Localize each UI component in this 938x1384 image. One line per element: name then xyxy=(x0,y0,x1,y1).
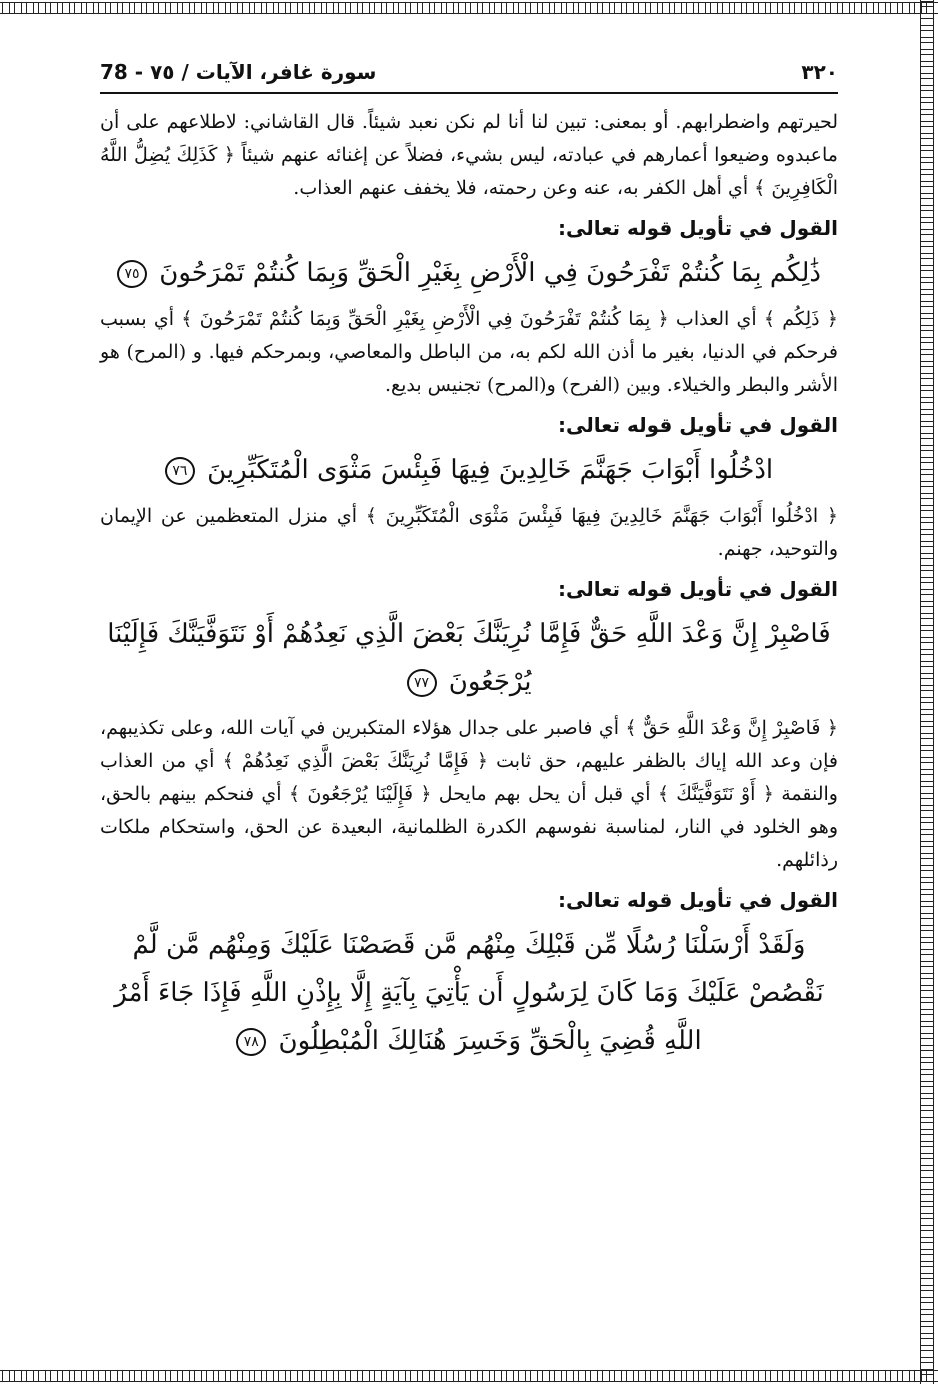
section-78 xyxy=(100,883,838,1065)
section-heading: القول في تأويل قوله تعالى: xyxy=(558,413,838,437)
commentary-paragraph: ﴿ فَاصْبِرْ إِنَّ وَعْدَ اللَّهِ حَقٌّ ﴾ أي فاصبر على جدال هؤلاء المتكبرين في آيات الله، وعلى تكذيبهم، فإن وعد الله إياك بالظفر عليهم، حق ثابت ﴿ فَإِمَّا نُرِيَنَّكَ بَعْضَ الَّذِي نَعِدُهُمْ ﴾ أي من العذاب والنقمة ﴿ أَوْ نَتَوَفَّيَنَّكَ ﴾ أي قبل أن يحل بهم مايحل ﴿ فَإِلَيْنَا يُرْجَعُونَ ﴾ أي فنحكم بينهم بالحق، وهو الخلود في النار، لمناسبة نفوسهم الكدرة الظلمانية، البعيدة عن الحق، واستحكام ملكات رذائلهم. xyxy=(100,717,838,871)
section-75 xyxy=(100,211,838,402)
page-header xyxy=(100,60,838,94)
page-number: ٣٢٠ xyxy=(801,60,838,84)
verse-number-marker: ٧٦ xyxy=(165,457,195,485)
verse-text: وَلَقَدْ أَرْسَلْنَا رُسُلًا مِّن قَبْلِكَ مِنْهُم مَّن قَصَصْنَا عَلَيْكَ وَمِنْهُم مَّن لَّمْ نَقْصُصْ عَلَيْكَ وَمَا كَانَ لِرَسُولٍ أَن يَأْتِيَ بِآيَةٍ إِلَّا بِإِذْنِ اللَّهِ فَإِذَا جَاءَ أَمْرُ اللَّهِ قُضِيَ بِالْحَقِّ وَخَسِرَ هُنَالِكَ الْمُبْطِلُونَ xyxy=(114,930,824,1056)
top-ornamental-border xyxy=(0,2,938,14)
page-content xyxy=(100,60,838,1071)
right-ornamental-border xyxy=(920,0,934,1384)
opening-paragraph: لحيرتهم واضطرابهم. أو بمعنى: تبين لنا أنا لم نكن نعبد شيئاً. قال القاشاني: لاطلاعهم على أن ماعبدوه وضيعوا أعمارهم في عبادته، ليس بشيء، فضلاً عن إغنائه عنهم شيئاً ﴿ كَذَلِكَ يُضِلُّ اللَّهُ الْكَافِرِينَ ﴾ أي أهل الكفر به، عنه وعن رحمته، فلا يخفف عنهم العذاب. xyxy=(100,111,838,199)
bottom-ornamental-border xyxy=(0,1370,938,1382)
verse-number-marker: ٧٨ xyxy=(236,1028,266,1056)
verse-text: ذَٰلِكُم بِمَا كُنتُمْ تَفْرَحُونَ فِي الْأَرْضِ بِغَيْرِ الْحَقِّ وَبِمَا كُنتُمْ تَمْرَحُونَ xyxy=(159,258,822,288)
commentary-paragraph: ﴿ ذَلِكُم ﴾ أي العذاب ﴿ بِمَا كُنتُمْ تَفْرَحُونَ فِي الْأَرْضِ بِغَيْرِ الْحَقِّ وَبِمَا كُنتُمْ تَمْرَحُونَ ﴾ أي بسبب فرحكم في الدنيا، بغير ما أذن الله لكم به، من الباطل والمعاصي، وبمرحكم فيها. و (المرح) هو الأشر والبطر والخيلاء. وبين (الفرح) و(المرح) تجنيس بديع. xyxy=(100,308,838,396)
quran-verse xyxy=(100,921,838,1065)
quran-verse xyxy=(100,249,838,297)
verse-number-marker: ٧٥ xyxy=(117,260,147,288)
running-title: سورة غافر، الآيات / ٧٥ - 78 xyxy=(100,60,377,84)
verse-number-marker: ٧٧ xyxy=(407,669,437,697)
section-heading: القول في تأويل قوله تعالى: xyxy=(558,577,838,601)
quran-verse xyxy=(100,610,838,706)
section-heading: القول في تأويل قوله تعالى: xyxy=(558,216,838,240)
section-76 xyxy=(100,408,838,566)
verse-text: فَاصْبِرْ إِنَّ وَعْدَ اللَّهِ حَقٌّ فَإِمَّا نُرِيَنَّكَ بَعْضَ الَّذِي نَعِدُهُمْ أَوْ نَتَوَفَّيَنَّكَ فَإِلَيْنَا يُرْجَعُونَ xyxy=(107,619,831,697)
section-heading: القول في تأويل قوله تعالى: xyxy=(558,888,838,912)
verse-text: ادْخُلُوا أَبْوَابَ جَهَنَّمَ خَالِدِينَ فِيهَا فَبِئْسَ مَثْوَى الْمُتَكَبِّرِينَ xyxy=(207,455,774,485)
commentary-paragraph: ﴿ ادْخُلُوا أَبْوَابَ جَهَنَّمَ خَالِدِينَ فِيهَا فَبِئْسَ مَثْوَى الْمُتَكَبِّرِينَ ﴾ أي منزل المتعظمين عن الإيمان والتوحيد، جهنم. xyxy=(100,505,838,560)
quran-verse xyxy=(100,446,838,494)
section-77 xyxy=(100,572,838,877)
